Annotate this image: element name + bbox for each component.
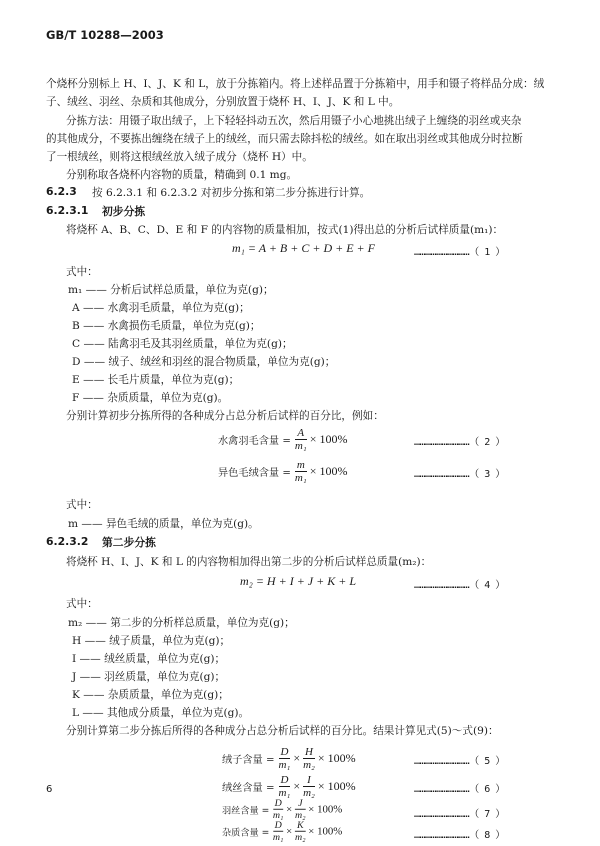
times-sign: × bbox=[286, 802, 293, 815]
fraction: $\frac{H}{\text{m₂}}$ bbox=[303, 745, 315, 771]
equation-number: …………………………（ 5 ） bbox=[414, 756, 505, 767]
paragraph-line: 了一根绒丝，则将这根绒丝放入绒子成分（烧杯 H）中。 bbox=[46, 151, 313, 163]
fraction: $\frac{m}{\text{m₁}}$ bbox=[294, 458, 307, 484]
definition-item: A —— 水禽羽毛质量，单位为克(g)； bbox=[72, 302, 250, 314]
equation-number: …………………………（ 3 ） bbox=[414, 469, 505, 480]
equation-number: …………………………（ 6 ） bbox=[414, 784, 505, 795]
equation-number: …………………………（ 8 ） bbox=[414, 830, 505, 841]
section-number: 6.2.3.2 bbox=[46, 535, 89, 548]
fraction: $\frac{I}{\text{m₂}}$ bbox=[303, 773, 315, 799]
paragraph-line: 个烧杯分别标上 H、I、J、K 和 L，放于分拣箱内。将上述样品置于分拣箱中，用手和镊子将样品分成：绒 bbox=[46, 78, 545, 90]
where-label: 式中： bbox=[66, 266, 98, 278]
equation-number: …………………………（ 4 ） bbox=[414, 580, 505, 591]
definition-item: K —— 杂质质量，单位为克(g)； bbox=[72, 689, 229, 701]
fraction: $\frac{J}{\text{m₂}}$ bbox=[294, 797, 306, 821]
definition-item: C —— 陆禽羽毛及其羽丝质量，单位为克(g)； bbox=[72, 338, 293, 350]
definition-item: m₂ —— 第二步的分析样总质量，单位为克(g)； bbox=[68, 617, 295, 629]
page-number: 6 bbox=[46, 784, 53, 795]
fraction: $\frac{D}{\text{m₁}}$ bbox=[272, 819, 284, 843]
paragraph-line: 将烧杯 H、I、J、K 和 L 的内容物相加得出第二步的分析后试样总质量(m₂)： bbox=[66, 556, 432, 568]
paragraph-line: 的其他成分，不要拣出缠绕在绒子上的绒丝，而只需去除抖松的绒丝。如在取出羽丝或其他成分时拉断 bbox=[46, 133, 523, 145]
section-number: 6.2.3.1 bbox=[46, 204, 89, 217]
definition-item: I —— 绒丝质量，单位为克(g)； bbox=[72, 653, 226, 665]
percent-term: × 100% bbox=[317, 778, 356, 793]
formula-label: 异色毛绒含量 = bbox=[218, 467, 291, 479]
equation-number: …………………………（ 1 ） bbox=[414, 247, 505, 258]
section-number: 6.2.3 bbox=[46, 185, 77, 198]
formula-label: 绒丝含量 = bbox=[222, 782, 275, 794]
definition-item: D —— 绒子、绒丝和羽丝的混合物质量，单位为克(g)； bbox=[72, 356, 336, 368]
times-sign: × bbox=[286, 824, 293, 837]
percent-term: × 100% bbox=[309, 463, 348, 478]
fraction: $\frac{D}{\text{m₁}}$ bbox=[278, 745, 291, 771]
percent-term: × 100% bbox=[308, 802, 343, 815]
percent-term: × 100% bbox=[317, 750, 356, 765]
fraction: $\frac{A}{\text{m₁}}$ bbox=[294, 426, 307, 452]
times-sign: × bbox=[293, 778, 301, 793]
fraction: $\frac{K}{\text{m₂}}$ bbox=[294, 819, 306, 843]
formula-3 bbox=[218, 454, 350, 488]
paragraph-line: 子、绒丝、羽丝、杂质和其他成分，分别放置于烧杯 H、I、J、K 和 L 中。 bbox=[46, 96, 400, 108]
fraction: $\frac{D}{\text{m₁}}$ bbox=[272, 797, 284, 821]
equation-4: m₂ = H + I + J + K + L bbox=[240, 574, 356, 588]
formula-2 bbox=[218, 422, 350, 456]
document-header: GB/T 10288—2003 bbox=[46, 28, 164, 42]
paragraph-line: 将烧杯 A、B、C、D、E 和 F 的内容物的质量相加，按式(1)得出总的分析后试样质量(m₁)： bbox=[66, 224, 504, 236]
section-title: 初步分拣 bbox=[102, 205, 146, 218]
paragraph-line: 分拣方法：用镊子取出绒子，上下轻轻抖动五次，然后用镊子小心地挑出绒子上缠绕的羽丝或夹杂 bbox=[66, 115, 522, 127]
fraction: $\frac{D}{\text{m₁}}$ bbox=[278, 773, 291, 799]
definition-item: E —— 长毛片质量，单位为克(g)； bbox=[72, 374, 240, 386]
formula-label: 杂质含量 = bbox=[222, 827, 270, 838]
paragraph-line: 分别称取各烧杯内容物的质量，精确到 0.1 mg。 bbox=[66, 169, 298, 181]
formula-8 bbox=[222, 820, 345, 842]
percent-term: × 100% bbox=[308, 824, 343, 837]
where-label: 式中： bbox=[66, 499, 98, 511]
percent-term: × 100% bbox=[309, 431, 348, 446]
definition-item: B —— 水禽损伤毛质量，单位为克(g)； bbox=[72, 320, 261, 332]
definition-item: L —— 其他成分质量，单位为克(g)。 bbox=[72, 707, 250, 719]
paragraph-line: 分别计算第二步分拣后所得的各种成分占总分析后试样的百分比。结果计算见式(5)～式(9)： bbox=[66, 725, 499, 737]
formula-label: 水禽羽毛含量 = bbox=[218, 435, 291, 447]
equation-number: …………………………（ 2 ） bbox=[414, 437, 505, 448]
where-label: 式中： bbox=[66, 598, 98, 610]
section-title: 第二步分拣 bbox=[102, 536, 156, 549]
equation-1: m₁ = A + B + C + D + E + F bbox=[232, 241, 375, 255]
definition-item: H —— 绒子质量，单位为克(g)； bbox=[72, 635, 231, 647]
times-sign: × bbox=[293, 750, 301, 765]
definition-item: F —— 杂质质量，单位为克(g)。 bbox=[72, 392, 229, 404]
definition-item: m —— 异色毛绒的质量，单位为克(g)。 bbox=[68, 518, 259, 530]
equation-number: …………………………（ 7 ） bbox=[414, 809, 505, 820]
formula-label: 绒子含量 = bbox=[222, 754, 275, 766]
formula-label: 羽丝含量 = bbox=[222, 805, 270, 816]
formula-7 bbox=[222, 798, 345, 820]
section-text: 按 6.2.3.1 和 6.2.3.2 对初步分拣和第二步分拣进行计算。 bbox=[92, 187, 371, 199]
definition-item: m₁ —— 分析后试样总质量，单位为克(g)； bbox=[68, 284, 274, 296]
paragraph-line: 分别计算初步分拣所得的各种成分占总分析后试样的百分比，例如： bbox=[66, 410, 384, 422]
definition-item: J —— 羽丝质量，单位为克(g)； bbox=[72, 671, 226, 683]
